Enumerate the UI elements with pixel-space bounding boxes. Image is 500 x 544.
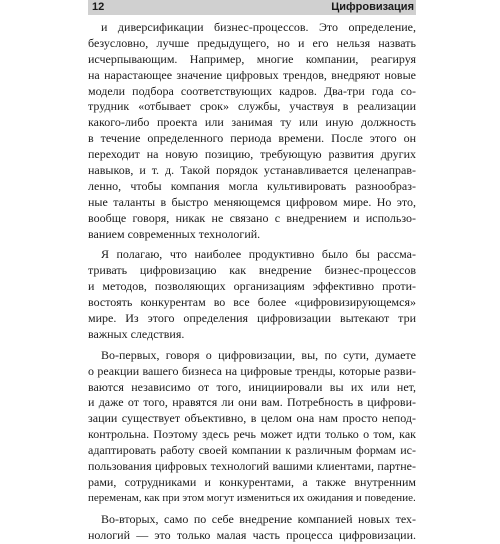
text-line: Я полагаю, что наиболее продуктивно было бы рассма- <box>101 247 416 262</box>
text-line: ваются независимо от того, инициировали вы их или нет, <box>88 379 416 394</box>
text-line: Во-вторых, само по себе внедрение компанией новых тех- <box>101 511 416 526</box>
text-line: трудник «отбывает срок» службы, участвуя в реализации <box>88 99 416 114</box>
text-line: важных следствия. <box>88 326 185 341</box>
text-line: зации существует объективно, в целом она нам просто непод- <box>88 411 416 426</box>
text-line: переменам, как при этом могут измениться их ожидания и поведение. <box>88 491 416 504</box>
text-line: тривать цифровизацию как внедрение бизнес-процессов <box>88 263 416 278</box>
text-line: безусловно, лучше предыдущего, но и его нельзя назвать <box>88 35 416 50</box>
text-line: о реакции вашего бизнеса на цифровые тренды, которые разви- <box>88 363 416 378</box>
running-head <box>88 0 416 15</box>
text-line: контрольна. Поэтому здесь речь может идти только о том, как <box>88 427 416 442</box>
text-line: и даже от того, нравятся ли они вам. Потребность в цифрови- <box>88 395 416 410</box>
running-title: Цифровизация <box>331 1 414 13</box>
text-line: навыков, и т. д. Такой порядок устанавливается целенаправ- <box>88 163 416 178</box>
text-line: исчерпывающим. Например, многие компании, реагируя <box>88 51 416 66</box>
text-line: востоять конкурентам во все более «цифровизирующемся» <box>88 295 416 310</box>
text-line: какого-либо проекта или занимая ту или иную должность <box>88 115 416 130</box>
text-line: ванием современных технологий. <box>88 226 261 241</box>
text-line: переходит на новую позицию, требующую развития других <box>88 147 416 162</box>
text-line: модели подбора соответствующих кадров. Два-три года со- <box>88 83 416 98</box>
text-line: и диверсификации бизнес-процессов. Это определение, <box>101 20 416 34</box>
body-text <box>88 20 416 544</box>
page-number: 12 <box>92 1 105 13</box>
text-line: адаптировать работу своей компании к различным формам ис- <box>88 443 416 458</box>
text-line: нологий — это только малая часть процесса цифровизации. <box>88 527 416 542</box>
paragraph <box>88 348 416 507</box>
text-line: и методов, позволяющих организациям эффективно проти- <box>88 279 416 294</box>
text-line: Во-первых, говоря о цифровизации, вы, по сути, думаете <box>101 347 416 362</box>
text-line: мире. Из этого определения цифровизации вытекают три <box>88 311 416 326</box>
paragraph <box>88 512 416 544</box>
text-line: в течение определенного периода времени. После этого он <box>88 131 416 146</box>
text-line: ленно, чтобы компания могла культивировать разнообраз- <box>88 178 416 193</box>
text-line: на нарастающее значение цифровых трендов, внедряют новые <box>88 67 416 82</box>
paragraph <box>88 247 416 342</box>
text-line: пользования цифровых технологий вашими клиентами, партне- <box>88 459 416 474</box>
text-line: вообще говоря, никак не связано с внедрением и использо- <box>88 210 416 225</box>
text-line: рами, сотрудниками и конкурентами, а также внутренним <box>88 474 416 489</box>
text-line: ные таланты в быстро меняющемся цифровом мире. Но это, <box>88 194 416 209</box>
paragraph <box>88 20 416 242</box>
